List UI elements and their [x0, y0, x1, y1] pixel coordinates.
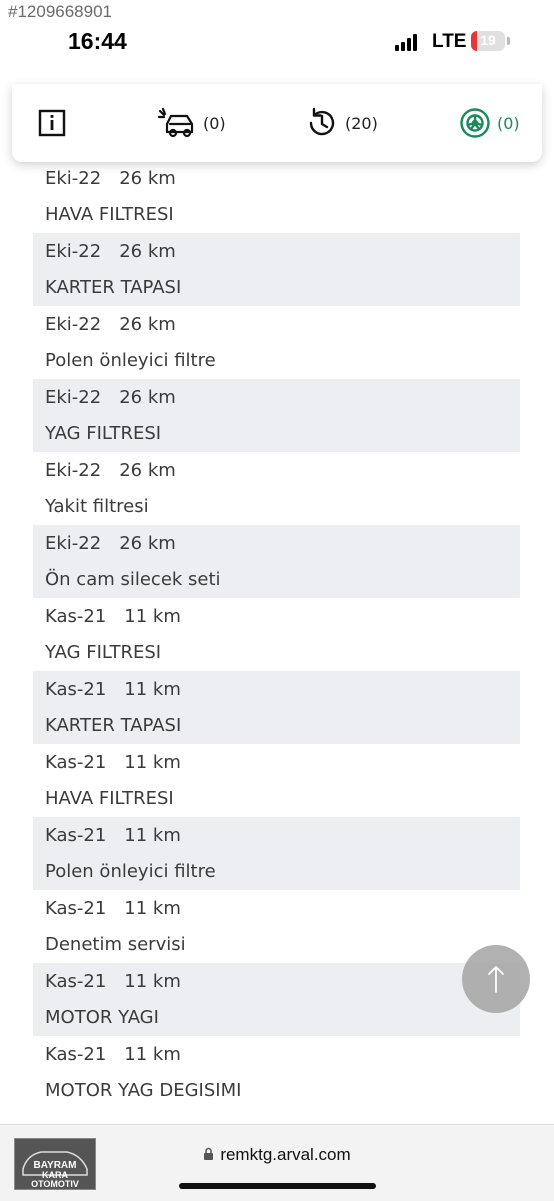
logo-line2: KARA: [42, 1170, 68, 1180]
entry-date-km: [45, 752, 181, 773]
history-entry: [33, 1036, 520, 1109]
entry-date-km: [45, 533, 176, 554]
entry-date-km: [45, 679, 181, 700]
entry-service-item: Polen önleyici filtre: [45, 350, 216, 371]
entry-km: 11 km: [124, 1044, 181, 1065]
entry-date-km: [45, 1044, 181, 1065]
logo-line1: BAYRAM: [33, 1160, 77, 1171]
entry-date: Kas-21: [45, 898, 107, 919]
entry-km: 26 km: [119, 314, 176, 335]
service-history-list: [33, 160, 520, 1109]
entry-date: Kas-21: [45, 679, 107, 700]
entry-date: Eki-22: [45, 314, 102, 335]
url-text: remktg.arval.com: [220, 1145, 351, 1164]
history-entry: [33, 160, 520, 233]
dealer-logo: [14, 1138, 96, 1190]
entry-date-km: [45, 241, 176, 262]
entry-service-item: YAG FILTRESI: [45, 642, 162, 663]
tab-bar: [12, 84, 542, 162]
entry-date: Eki-22: [45, 460, 102, 481]
battery-percent: 19: [480, 32, 496, 48]
entry-service-item: HAVA FILTRESI: [45, 204, 174, 225]
entry-date: Kas-21: [45, 752, 107, 773]
entry-date-km: [45, 971, 181, 992]
entry-date-km: [45, 168, 176, 189]
car-crash-icon: [157, 107, 197, 139]
entry-km: 11 km: [124, 752, 181, 773]
network-type: LTE: [432, 31, 467, 52]
history-entry: [33, 525, 520, 598]
history-entry: [33, 817, 520, 890]
history-entry: [33, 744, 520, 817]
scroll-to-top-button[interactable]: [462, 945, 530, 1013]
history-entry: [33, 963, 520, 1036]
listing-id-overlay: #1209668901: [8, 2, 113, 21]
history-entry: [33, 598, 520, 671]
entry-km: 11 km: [124, 825, 181, 846]
entry-km: 11 km: [124, 606, 181, 627]
history-entry: [33, 233, 520, 306]
info-icon: [38, 109, 66, 137]
logo-line3: OTOMOTIV: [31, 1179, 79, 1189]
entry-date: Kas-21: [45, 606, 107, 627]
tab-info[interactable]: [38, 106, 66, 140]
tab-history-count: (20): [345, 113, 378, 133]
entry-km: 26 km: [119, 168, 176, 189]
entry-km: 26 km: [119, 460, 176, 481]
entry-km: 26 km: [119, 533, 176, 554]
history-entry: [33, 671, 520, 744]
entry-service-item: HAVA FILTRESI: [45, 788, 174, 809]
history-icon: [305, 106, 339, 140]
entry-service-item: Denetim servisi: [45, 934, 186, 955]
entry-date-km: [45, 460, 176, 481]
history-entry: [33, 306, 520, 379]
entry-km: 26 km: [119, 387, 176, 408]
tab-damage-count: (0): [203, 113, 226, 133]
entry-date: Kas-21: [45, 971, 107, 992]
lock-icon: [203, 1147, 214, 1161]
entry-date: Eki-22: [45, 533, 102, 554]
entry-service-item: KARTER TAPASI: [45, 715, 182, 736]
arrow-up-icon: [485, 964, 507, 994]
entry-date: Eki-22: [45, 168, 102, 189]
entry-service-item: YAG FILTRESI: [45, 423, 162, 444]
entry-date-km: [45, 387, 176, 408]
entry-date: Eki-22: [45, 241, 102, 262]
tab-tires[interactable]: [459, 106, 520, 140]
entry-km: 11 km: [124, 971, 181, 992]
tab-damage[interactable]: [157, 106, 226, 140]
entry-service-item: MOTOR YAGI: [45, 1007, 159, 1028]
entry-date-km: [45, 606, 181, 627]
history-entry: [33, 452, 520, 525]
history-entry: [33, 890, 520, 963]
entry-service-item: Yakit filtresi: [45, 496, 149, 517]
entry-service-item: Polen önleyici filtre: [45, 861, 216, 882]
signal-icon: [395, 33, 421, 51]
entry-km: 26 km: [119, 241, 176, 262]
battery-tip: [507, 37, 510, 45]
entry-date: Kas-21: [45, 825, 107, 846]
status-time: 16:44: [68, 28, 127, 54]
entry-date: Kas-21: [45, 1044, 107, 1065]
entry-date: Eki-22: [45, 387, 102, 408]
entry-km: 11 km: [124, 898, 181, 919]
entry-service-item: Ön cam silecek seti: [45, 569, 221, 590]
entry-km: 11 km: [124, 679, 181, 700]
entry-date-km: [45, 898, 181, 919]
tire-icon: [459, 107, 491, 139]
tab-tires-count: (0): [497, 113, 520, 133]
entry-service-item: KARTER TAPASI: [45, 277, 182, 298]
entry-service-item: MOTOR YAG DEGISIMI: [45, 1080, 242, 1101]
battery-icon: [471, 31, 505, 51]
tab-history[interactable]: [305, 106, 378, 140]
entry-date-km: [45, 825, 181, 846]
history-entry: [33, 379, 520, 452]
entry-date-km: [45, 314, 176, 335]
status-bar: [0, 0, 554, 80]
home-indicator[interactable]: [179, 1183, 376, 1189]
